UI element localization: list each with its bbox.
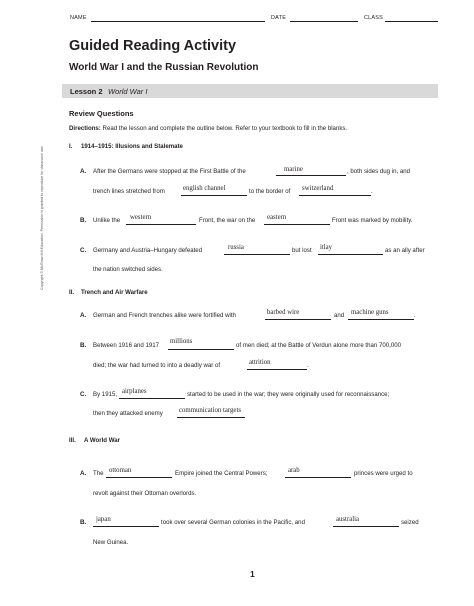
item-letter: C.: [80, 391, 87, 398]
answer-text: western: [130, 214, 152, 221]
answer-blank[interactable]: [126, 224, 196, 225]
item-text: then they attacked enemy: [93, 410, 163, 417]
item-text: trench lines stretched from: [93, 188, 165, 195]
item-text: to the border of: [249, 188, 291, 195]
answer-blank[interactable]: [224, 254, 290, 255]
item-text: The: [93, 470, 104, 477]
answer-text: arab: [288, 467, 300, 474]
item-letter: B.: [80, 342, 87, 349]
date-label: DATE: [271, 15, 287, 21]
item-text: as an ally after: [385, 247, 425, 254]
item-letter: C.: [80, 247, 87, 254]
item-letter: B.: [80, 217, 87, 224]
item-letter: A.: [80, 168, 87, 175]
page-subtitle: World War I and the Russian Revolution: [69, 62, 259, 73]
answer-blank[interactable]: [93, 526, 159, 527]
answer-text: communication targets: [179, 407, 241, 414]
answer-blank[interactable]: [333, 526, 399, 527]
item-letter: A.: [80, 470, 87, 477]
date-field-line[interactable]: [290, 21, 358, 22]
section-2-numeral: II.: [69, 289, 75, 296]
directions: [69, 125, 347, 133]
answer-blank[interactable]: [168, 349, 234, 350]
lesson-name: World War I: [108, 87, 148, 96]
section-3-numeral: III.: [69, 437, 76, 444]
answer-text: australia: [336, 516, 360, 523]
directions-label: Directions:: [69, 125, 101, 132]
answer-blank[interactable]: [276, 175, 346, 176]
item-text: By 1915,: [93, 391, 118, 398]
answer-text: japan: [96, 516, 111, 523]
item-text: , both sides dug in, and: [347, 168, 411, 175]
answer-blank[interactable]: [285, 477, 351, 478]
section-1-numeral: I.: [69, 143, 73, 150]
answer-text: marine: [284, 166, 303, 173]
answer-blank[interactable]: [265, 319, 331, 320]
class-label: CLASS: [364, 15, 384, 21]
item-text: died; the war had turned to into a deadly war of: [93, 362, 221, 369]
answer-text: millions: [170, 338, 193, 345]
item-text: the nation switched sides.: [93, 266, 163, 273]
item-text: Front was marked by mobility.: [332, 217, 413, 224]
class-field-line[interactable]: [385, 21, 438, 22]
answer-blank[interactable]: [181, 195, 247, 196]
item-text: and: [334, 312, 345, 319]
item-text: .: [414, 312, 416, 319]
page-title: Guided Reading Activity: [69, 38, 237, 54]
item-text: .: [371, 188, 373, 195]
item-text: started to be used in the war; they were originally used for reconnaissance;: [187, 391, 390, 398]
answer-blank[interactable]: [299, 195, 371, 196]
name-field-line[interactable]: [91, 21, 265, 22]
name-label: NAME: [70, 15, 87, 21]
item-text: .: [307, 362, 309, 369]
section-1-title: 1914–1915: Illusions and Stalemate: [81, 143, 183, 150]
answer-blank[interactable]: [247, 369, 307, 370]
item-text: Germany and Austria–Hungary defeated: [93, 247, 203, 254]
item-text: Between 1916 and 1917: [93, 342, 160, 349]
directions-text: Read the lesson and complete the outline below. Refer to your textbook to fill in the blanks.: [102, 125, 348, 132]
answer-text: attrition: [249, 359, 271, 366]
answer-blank[interactable]: [348, 319, 414, 320]
answer-blank[interactable]: [119, 398, 185, 399]
item-text: princes were urged to: [354, 470, 413, 477]
section-3-title: A World War: [84, 437, 120, 444]
copyright-notice: Copyright © McGraw-Hill Education. Permission is granted to reproduce for classroom use.: [40, 145, 44, 290]
item-text: New Guinea.: [93, 539, 129, 546]
item-text: After the Germans were stopped at the First Battle of the: [93, 168, 246, 175]
item-letter: A.: [80, 312, 87, 319]
lesson-number: Lesson 2: [70, 87, 103, 96]
answer-text: english channel: [183, 185, 226, 192]
item-text: Front, the war on the: [199, 217, 256, 224]
answer-text: barbed wire: [267, 309, 300, 316]
item-text: revolt against their Ottoman overlords.: [93, 490, 197, 497]
answer-text: switzerland: [302, 185, 334, 192]
answer-blank[interactable]: [106, 477, 172, 478]
item-text: of men died; at the Battle of Verdun alone more than 700,000: [236, 342, 401, 349]
answer-text: machine guns: [351, 309, 389, 316]
item-letter: B.: [80, 519, 87, 526]
item-text: seized: [401, 519, 419, 526]
answer-text: airplanes: [122, 388, 147, 395]
answer-text: eastern: [267, 214, 287, 221]
answer-blank[interactable]: [177, 417, 245, 418]
answer-text: ottoman: [109, 467, 132, 474]
answer-blank[interactable]: [318, 254, 383, 255]
item-text: but lost: [292, 247, 312, 254]
answer-blank[interactable]: [264, 224, 330, 225]
answer-text: russia: [228, 244, 244, 251]
page-number: 1: [250, 569, 255, 579]
review-heading: Review Questions: [69, 109, 134, 118]
item-text: took over several German colonies in the Pacific, and: [161, 519, 305, 526]
item-text: German and French trenches alike were fortified with: [93, 312, 236, 319]
item-text: Unlike the: [93, 217, 121, 224]
item-text: Empire joined the Central Powers;: [175, 470, 268, 477]
answer-text: itlay: [320, 244, 333, 251]
section-2-title: Trench and Air Warfare: [81, 289, 148, 296]
